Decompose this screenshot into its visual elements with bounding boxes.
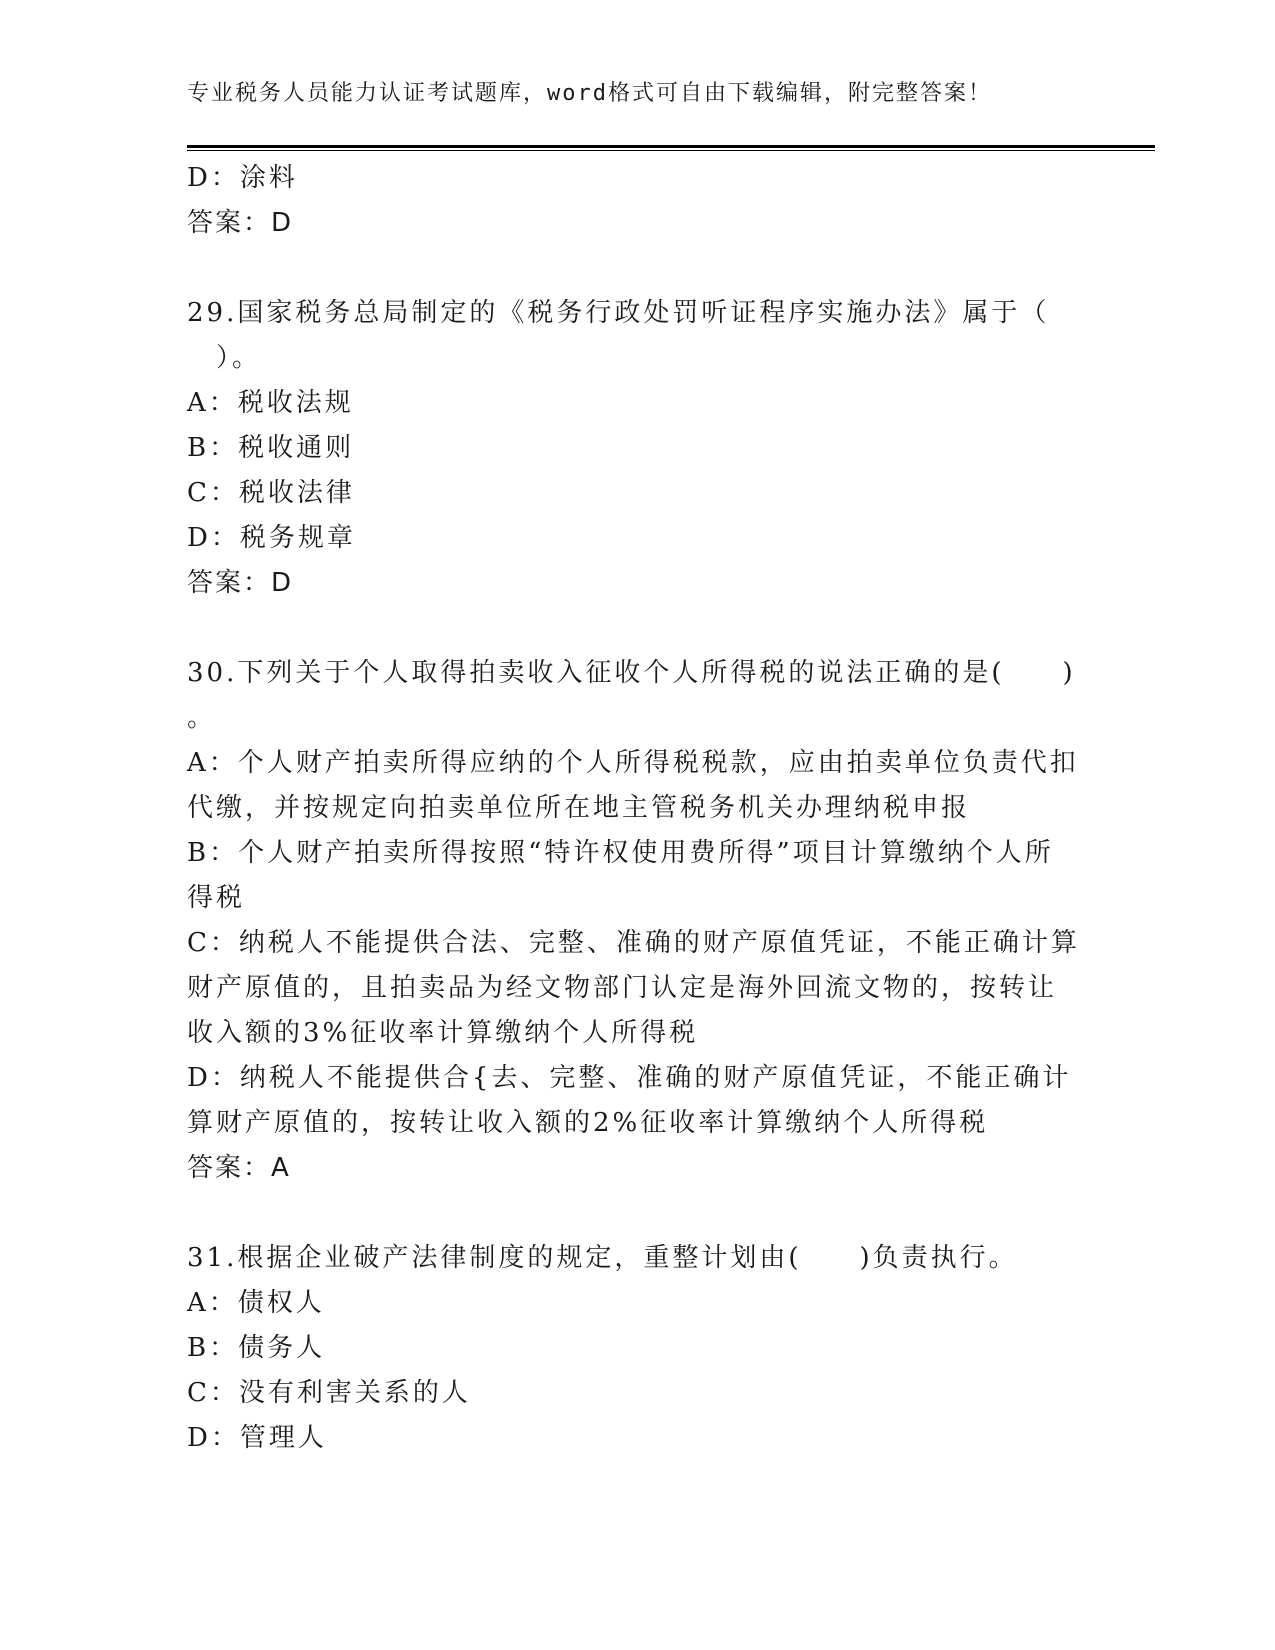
question-text: 。 <box>187 703 217 733</box>
option-b: B：债务人 <box>187 1333 326 1363</box>
option-c: C：没有利害关系的人 <box>187 1378 471 1408</box>
question-text: ）。 <box>187 343 262 373</box>
option-d: D：税务规章 <box>187 523 356 553</box>
option-c-cont: 收入额的3%征收率计算缴纳个人所得税 <box>187 1018 699 1048</box>
option-b-cont: 得税 <box>187 883 246 913</box>
answer-line: 答案：D <box>187 568 294 598</box>
answer-line: 答案：D <box>187 208 294 238</box>
option-d-cont: 算财产原值的，按转让收入额的2%征收率计算缴纳个人所得税 <box>187 1108 989 1138</box>
option-c-cont: 财产原值的，且拍卖品为经文物部门认定是海外回流文物的，按转让 <box>187 973 1058 1003</box>
header-rule-thick <box>187 145 1155 148</box>
option-b: B：个人财产拍卖所得按照“特许权使用费所得”项目计算缴纳个人所 <box>187 838 1054 868</box>
spacer <box>187 606 1087 651</box>
option-a: A：债权人 <box>187 1288 325 1318</box>
option-b: B：税收通则 <box>187 433 355 463</box>
question-31 <box>187 1236 1087 1461</box>
option-d: D：涂料 <box>187 163 298 193</box>
page-header: 专业税务人员能力认证考试题库，word格式可自由下载编辑，附完整答案！ <box>187 81 992 106</box>
question-29 <box>187 291 1087 606</box>
question-30 <box>187 651 1087 1191</box>
question-text: 31.根据企业破产法律制度的规定，重整计划由( )负责执行。 <box>187 1243 1018 1273</box>
option-a: A：税收法规 <box>187 388 354 418</box>
answer-line: 答案：A <box>187 1153 291 1183</box>
question-text: 30.下列关于个人取得拍卖收入征收个人所得税的说法正确的是( ) <box>187 658 1076 688</box>
document-content <box>187 156 1087 1461</box>
option-c: C：纳税人不能提供合法、完整、准确的财产原值凭证，不能正确计算 <box>187 928 1080 958</box>
option-d: D：管理人 <box>187 1423 327 1453</box>
option-a-cont: 代缴，并按规定向拍卖单位所在地主管税务机关办理纳税申报 <box>187 793 971 823</box>
option-a: A：个人财产拍卖所得应纳的个人所得税税款，应由拍卖单位负责代扣 <box>187 748 1079 778</box>
option-d: D：纳税人不能提供合{去、完整、准确的财产原值凭证，不能正确计 <box>187 1063 1072 1093</box>
spacer <box>187 1191 1087 1236</box>
question-text: 29.国家税务总局制定的《税务行政处罚听证程序实施办法》属于（ <box>187 298 1050 328</box>
header-rule-thin <box>187 150 1155 151</box>
spacer <box>187 246 1087 291</box>
option-c: C：税收法律 <box>187 478 355 508</box>
